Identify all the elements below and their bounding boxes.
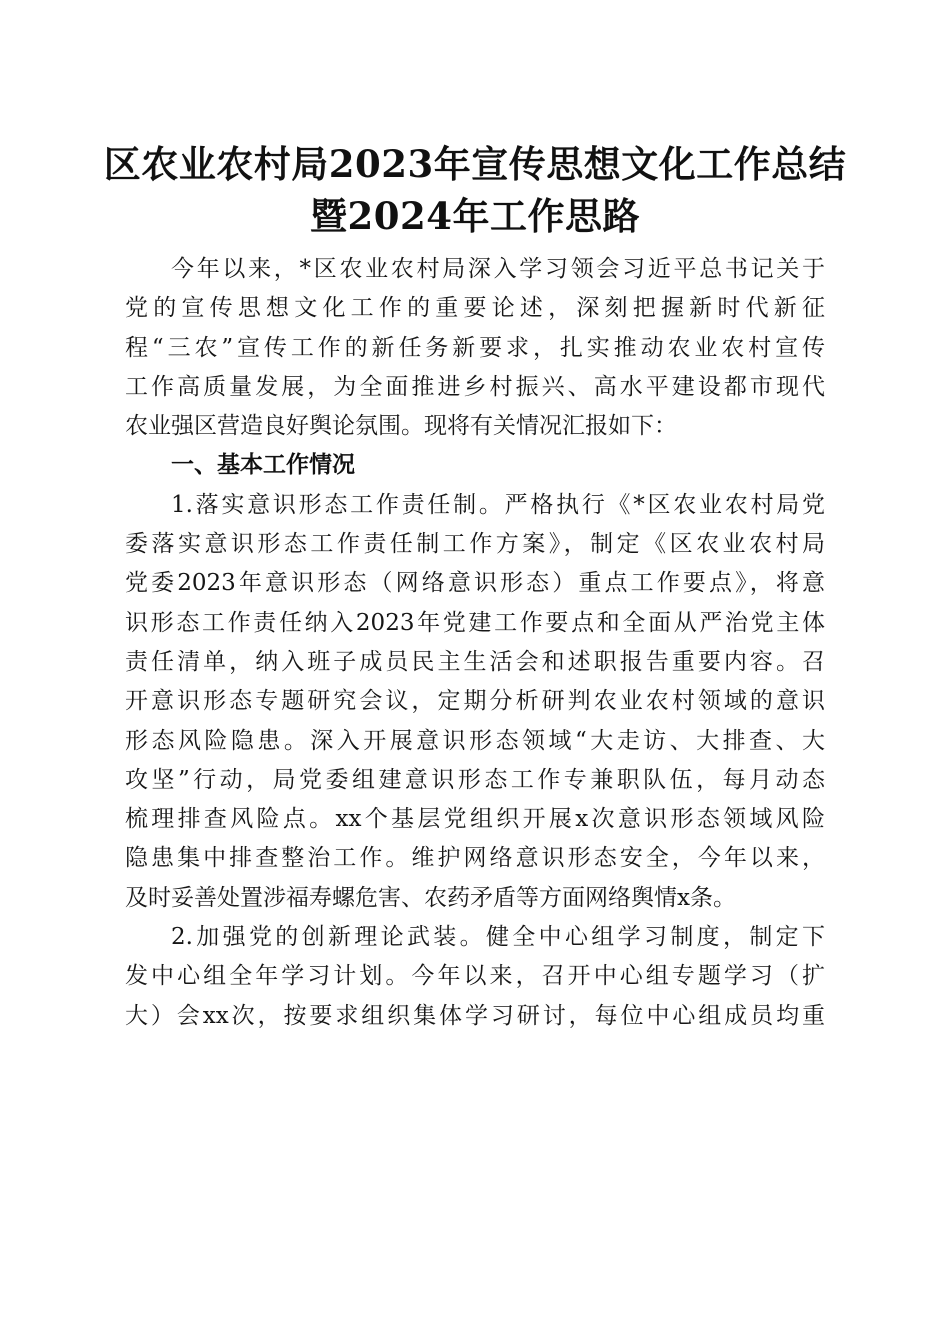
intro-paragraph bbox=[125, 250, 825, 446]
intro-line-5: 农业强区营造良好舆论氛围。现将有关情况汇报如下： bbox=[125, 413, 677, 440]
item1-line-8: 攻坚”行动，局党委组建意识形态工作专兼职队伍，每月动态 bbox=[125, 766, 825, 793]
item2-line-1: 2.加强党的创新理论武装。健全中心组学习制度，制定下 bbox=[171, 924, 825, 951]
item1-line-7: 形态风险隐患。深入开展意识形态领域“大走访、大排查、大 bbox=[125, 727, 825, 754]
title-line-1: 区农业农村局2023年宣传思想文化工作总结 bbox=[103, 142, 847, 186]
title-line-2: 暨2024年工作思路 bbox=[310, 194, 640, 238]
item1-line-11: 及时妥善处置涉福寿螺危害、农药矛盾等方面网络舆情x条。 bbox=[125, 884, 736, 911]
intro-line-3: 程“三农”宣传工作的新任务新要求，扎实推动农业农村宣传 bbox=[125, 334, 825, 361]
item1-line-2: 委落实意识形态工作责任制工作方案》，制定《区农业农村局 bbox=[125, 531, 825, 558]
item1-paragraph bbox=[125, 486, 825, 918]
intro-line-4: 工作高质量发展，为全面推进乡村振兴、高水平建设都市现代 bbox=[125, 373, 825, 400]
section-heading-basic-work: 一、基本工作情况 bbox=[171, 452, 355, 479]
item2-line-2: 发中心组全年学习计划。今年以来，召开中心组专题学习（扩 bbox=[125, 963, 825, 990]
intro-line-2: 党的宣传思想文化工作的重要论述，深刻把握新时代新征 bbox=[125, 295, 825, 322]
item1-line-5: 责任清单，纳入班子成员民主生活会和述职报告重要内容。召 bbox=[125, 648, 825, 675]
document-body bbox=[125, 250, 825, 1036]
item1-line-10: 隐患集中排查整治工作。维护网络意识形态安全，今年以来， bbox=[125, 845, 825, 872]
document-title bbox=[100, 138, 850, 242]
item1-line-9: 梳理排查风险点。xx个基层党组织开展x次意识形态领域风险 bbox=[125, 806, 825, 833]
item2-paragraph bbox=[125, 918, 825, 1036]
item1-line-6: 开意识形态专题研究会议，定期分析研判农业农村领域的意识 bbox=[125, 688, 825, 715]
item1-line-4: 识形态工作责任纳入2023年党建工作要点和全面从严治党主体 bbox=[125, 609, 825, 636]
intro-line-1: 今年以来，*区农业农村局深入学习领会习近平总书记关于 bbox=[171, 256, 825, 282]
item1-line-1: 1.落实意识形态工作责任制。严格执行《*区农业农村局党 bbox=[171, 491, 825, 518]
item2-line-3: 大）会xx次，按要求组织集体学习研讨，每位中心组成员均重 bbox=[125, 1002, 825, 1029]
item1-line-3: 党委2023年意识形态（网络意识形态）重点工作要点》，将意 bbox=[125, 570, 825, 597]
